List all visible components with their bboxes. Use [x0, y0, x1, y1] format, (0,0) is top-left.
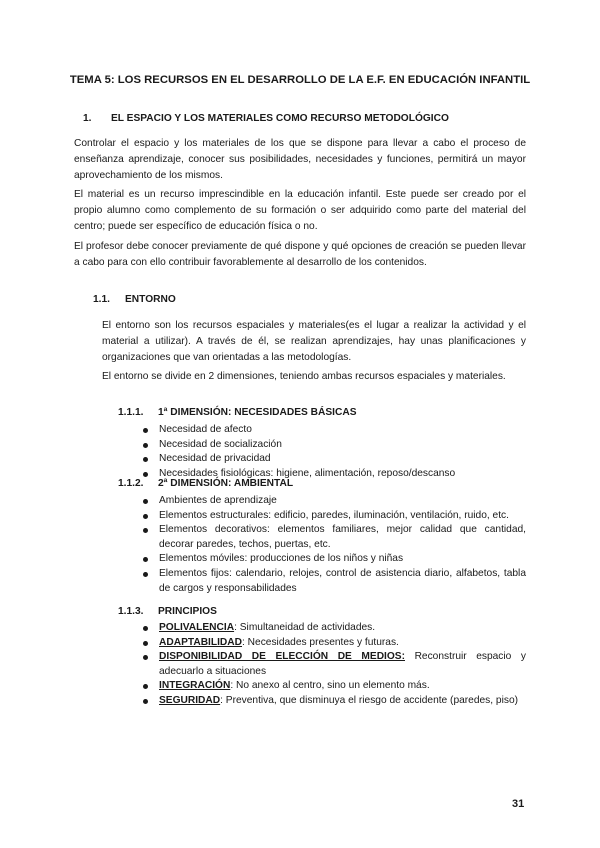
list-item: Necesidades fisiológicas: higiene, alimentación, reposo/descanso [140, 467, 526, 482]
list-item: Elementos decorativos: elementos familiares, mejor calidad que cantidad, decorar paredes, techos, puertas, etc. [140, 523, 526, 552]
list-item [140, 636, 526, 651]
principle-term: INTEGRACIÓN [159, 680, 231, 692]
paragraph: El material es un recurso imprescindible en la educación infantil. Este puede ser creado por el propio alumno como complemento de su formación o ser adquirido como parte del material del centro; puede ser específico de educación física o no. [74, 189, 526, 232]
section-heading-1-1-2 [118, 478, 293, 489]
section-number: 1.1.1. [118, 407, 144, 418]
section-heading-1 [83, 113, 449, 124]
list-item: Elementos estructurales: edificio, paredes, iluminación, ventilación, ruido, etc. [140, 509, 526, 524]
paragraph: Controlar el espacio y los materiales de los que se dispone para llevar a cabo el proceso de enseñanza aprendizaje, conocer sus posibilidades, necesidades y funciones, permitirá un mayor aprovechamiento de los mismos. [74, 138, 526, 181]
list-item [140, 679, 526, 694]
section-number: 1.1.2. [118, 478, 144, 489]
section-heading-1-1 [93, 294, 176, 305]
bullet-list [140, 423, 526, 481]
principle-text: : Preventiva, que disminuya el riesgo de accidente (paredes, piso) [220, 694, 519, 706]
page-number: 31 [512, 798, 525, 810]
list-item: Necesidad de socialización [140, 438, 526, 453]
list-item [140, 621, 526, 636]
section-number: 1.1. [93, 294, 110, 305]
principle-term: ADAPTABILIDAD [159, 636, 243, 648]
principle-text: : No anexo al centro, sino un elemento más. [230, 680, 430, 692]
paragraph: El profesor debe conocer previamente de qué dispone y qué opciones de creación se pueden llevar a cabo para con ello contribuir favorablemente al desarrollo de los contenidos. [74, 241, 526, 268]
section-title: 2ª DIMENSIÓN: AMBIENTAL [158, 478, 294, 489]
list-item [140, 650, 526, 679]
document-title: TEMA 5: LOS RECURSOS EN EL DESARROLLO DE LA E.F. EN EDUCACIÓN INFANTIL [69, 74, 531, 86]
list-item: Necesidad de afecto [140, 423, 526, 438]
principle-text: Reconstruir espacio y adecuarlo a situaciones [159, 651, 526, 677]
section-title: 1ª DIMENSIÓN: NECESIDADES BÁSICAS [158, 407, 357, 418]
section-number: 1. [83, 113, 92, 124]
section-title: ENTORNO [125, 294, 176, 305]
principle-term: DISPONIBILIDAD DE ELECCIÓN DE MEDIOS: [159, 651, 405, 663]
principle-text: : Simultaneidad de actividades. [234, 622, 376, 633]
list-item [140, 694, 526, 709]
paragraph: El entorno se divide en 2 dimensiones, teniendo ambas recursos espaciales y materiales. [102, 371, 506, 382]
bullet-list [140, 494, 526, 596]
principle-term: SEGURIDAD [159, 694, 221, 706]
paragraph: El entorno son los recursos espaciales y materiales(es el lugar a realizar la actividad y el material a utilizar). A través de él, se realizan aprendizajes, hay unas planificaciones y organizaciones que van orientadas a las metodologías. [102, 320, 526, 363]
list-item: Elementos móviles: producciones de los niños y niñas [140, 552, 526, 567]
list-item: Necesidad de privacidad [140, 452, 526, 467]
principle-text: : Necesidades presentes y futuras. [242, 636, 399, 648]
list-item: Elementos fijos: calendario, relojes, control de asistencia diario, alfabetos, tabla de cargos y responsabilidades [140, 567, 526, 596]
principle-term: POLIVALENCIA [159, 622, 235, 633]
section-title: EL ESPACIO Y LOS MATERIALES COMO RECURSO METODOLÓGICO [111, 113, 449, 124]
section-number: 1.1.3. [118, 606, 144, 617]
section-title: PRINCIPIOS [158, 606, 217, 617]
list-item: Ambientes de aprendizaje [140, 494, 526, 509]
bullet-list [140, 621, 526, 709]
section-heading-1-1-1 [118, 407, 357, 418]
section-heading-1-1-3 [118, 606, 217, 617]
